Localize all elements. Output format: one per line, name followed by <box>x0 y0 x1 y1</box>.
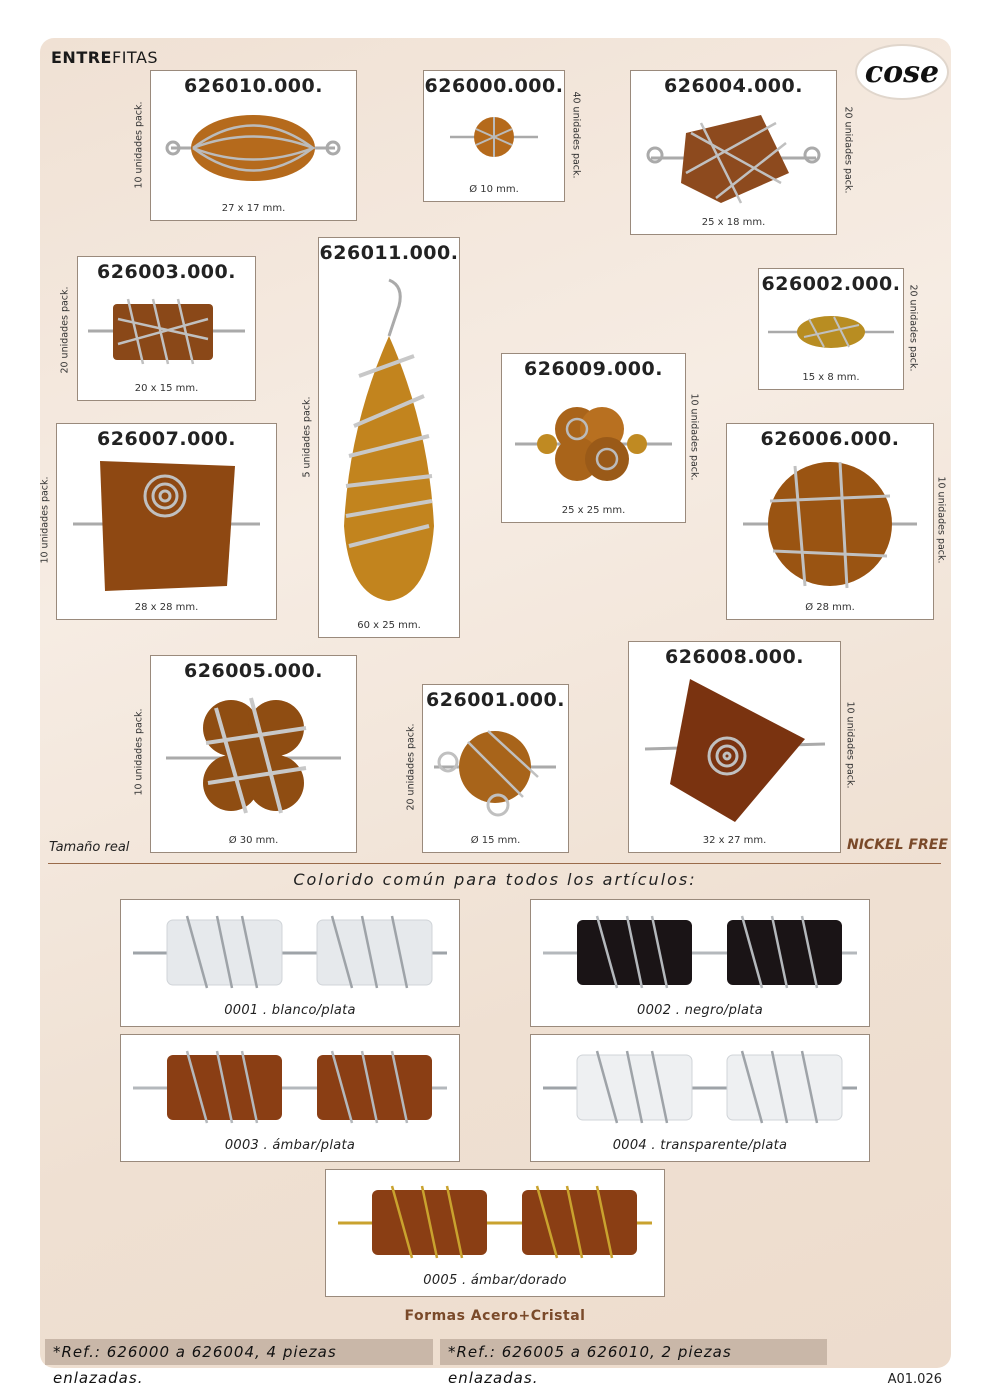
footnote-ref-2: *Ref.: 626005 a 626010, 2 piezas enlazadas. <box>440 1339 827 1365</box>
pack-label: 10 unidades pack. <box>133 101 145 189</box>
product-size: 15 x 8 mm. <box>802 372 860 383</box>
bead-image <box>735 456 925 596</box>
section-divider <box>48 863 941 864</box>
bead-image <box>537 908 863 990</box>
product-card <box>758 268 904 390</box>
product-ref: 626005.000. <box>184 660 323 682</box>
footnote-ref-1: *Ref.: 626000 a 626004, 4 piezas enlazadas. <box>45 1339 433 1365</box>
cose-logo: cose <box>855 44 949 100</box>
brand-title: ENTREFITAS <box>51 48 159 67</box>
bead-image <box>332 1178 658 1260</box>
product-size: Ø 28 mm. <box>805 602 855 613</box>
pack-label: 20 unidades pack. <box>405 723 417 811</box>
bead-image <box>329 276 449 606</box>
pack-label: 20 unidades pack. <box>907 284 919 372</box>
product-size: 28 x 28 mm. <box>134 602 199 613</box>
product-ref: 626010.000. <box>184 75 323 97</box>
product-size: 20 x 15 mm. <box>134 383 199 394</box>
pack-label: 10 unidades pack. <box>688 393 700 481</box>
bead-image <box>127 908 453 990</box>
tamano-real-label: Tamaño real <box>49 840 130 855</box>
product-ref: 626007.000. <box>97 428 236 450</box>
bead-image <box>83 289 250 374</box>
product-ref: 626002.000. <box>761 273 901 295</box>
color-card <box>530 1034 870 1162</box>
bead-image <box>444 107 544 167</box>
pack-label: 40 unidades pack. <box>570 91 582 179</box>
formas-label: Formas Acero+Cristal <box>404 1308 586 1324</box>
product-card <box>630 70 837 235</box>
bead-image <box>641 103 826 213</box>
bead-image <box>764 307 898 357</box>
pack-label: 10 unidades pack. <box>844 701 856 789</box>
page-number: A01.026 <box>887 1372 942 1387</box>
product-card <box>726 423 934 620</box>
product-card <box>501 353 686 523</box>
bead-image <box>163 103 343 193</box>
product-ref: 626008.000. <box>665 646 804 668</box>
color-name: 0003 . ámbar/plata <box>224 1138 356 1153</box>
product-size: Ø 30 mm. <box>228 835 279 846</box>
product-size: Ø 10 mm. <box>469 184 519 195</box>
product-card <box>56 423 277 620</box>
color-name: 0004 . transparente/plata <box>612 1138 788 1153</box>
product-card <box>318 237 460 638</box>
pack-label: 5 unidades pack. <box>301 396 313 478</box>
bead-image <box>127 1043 453 1125</box>
color-name: 0002 . negro/plata <box>637 1003 763 1018</box>
product-ref: 626009.000. <box>524 358 663 380</box>
bead-image <box>156 688 351 823</box>
product-size: 27 x 17 mm. <box>221 203 286 214</box>
pack-label: 20 unidades pack. <box>59 286 71 374</box>
nickel-free-label: NICKEL FREE <box>847 837 948 853</box>
product-ref: 626004.000. <box>664 75 803 97</box>
product-ref: 626000.000. <box>424 75 564 97</box>
product-ref: 626006.000. <box>760 428 900 450</box>
product-size: 32 x 27 mm. <box>702 835 767 846</box>
pack-label: 10 unidades pack. <box>935 476 947 564</box>
product-card <box>150 70 357 221</box>
product-ref: 626001.000. <box>426 689 565 711</box>
product-size: 25 x 18 mm. <box>701 217 766 228</box>
bead-image <box>537 1043 863 1125</box>
bead-image <box>65 456 268 596</box>
product-size: 60 x 25 mm. <box>357 620 421 631</box>
bead-image <box>635 674 834 829</box>
product-card <box>422 684 569 853</box>
colorido-heading: Colorido común para todos los artículos: <box>293 870 697 889</box>
pack-label: 20 unidades pack. <box>842 106 854 194</box>
product-ref: 626011.000. <box>319 242 459 264</box>
product-card <box>423 70 565 202</box>
product-card <box>628 641 841 853</box>
pack-label: 10 unidades pack. <box>133 708 145 796</box>
product-size: Ø 15 mm. <box>470 835 521 846</box>
product-card <box>77 256 256 401</box>
product-card <box>150 655 357 853</box>
color-card <box>120 899 460 1027</box>
pack-label: 10 unidades pack. <box>39 476 51 564</box>
color-name: 0001 . blanco/plata <box>224 1003 356 1018</box>
color-card <box>530 899 870 1027</box>
bead-image <box>428 717 563 822</box>
bead-image <box>507 389 680 499</box>
color-name: 0005 . ámbar/dorado <box>423 1273 567 1288</box>
color-card <box>325 1169 665 1297</box>
product-size: 25 x 25 mm. <box>561 505 626 516</box>
color-card <box>120 1034 460 1162</box>
product-ref: 626003.000. <box>97 261 236 283</box>
